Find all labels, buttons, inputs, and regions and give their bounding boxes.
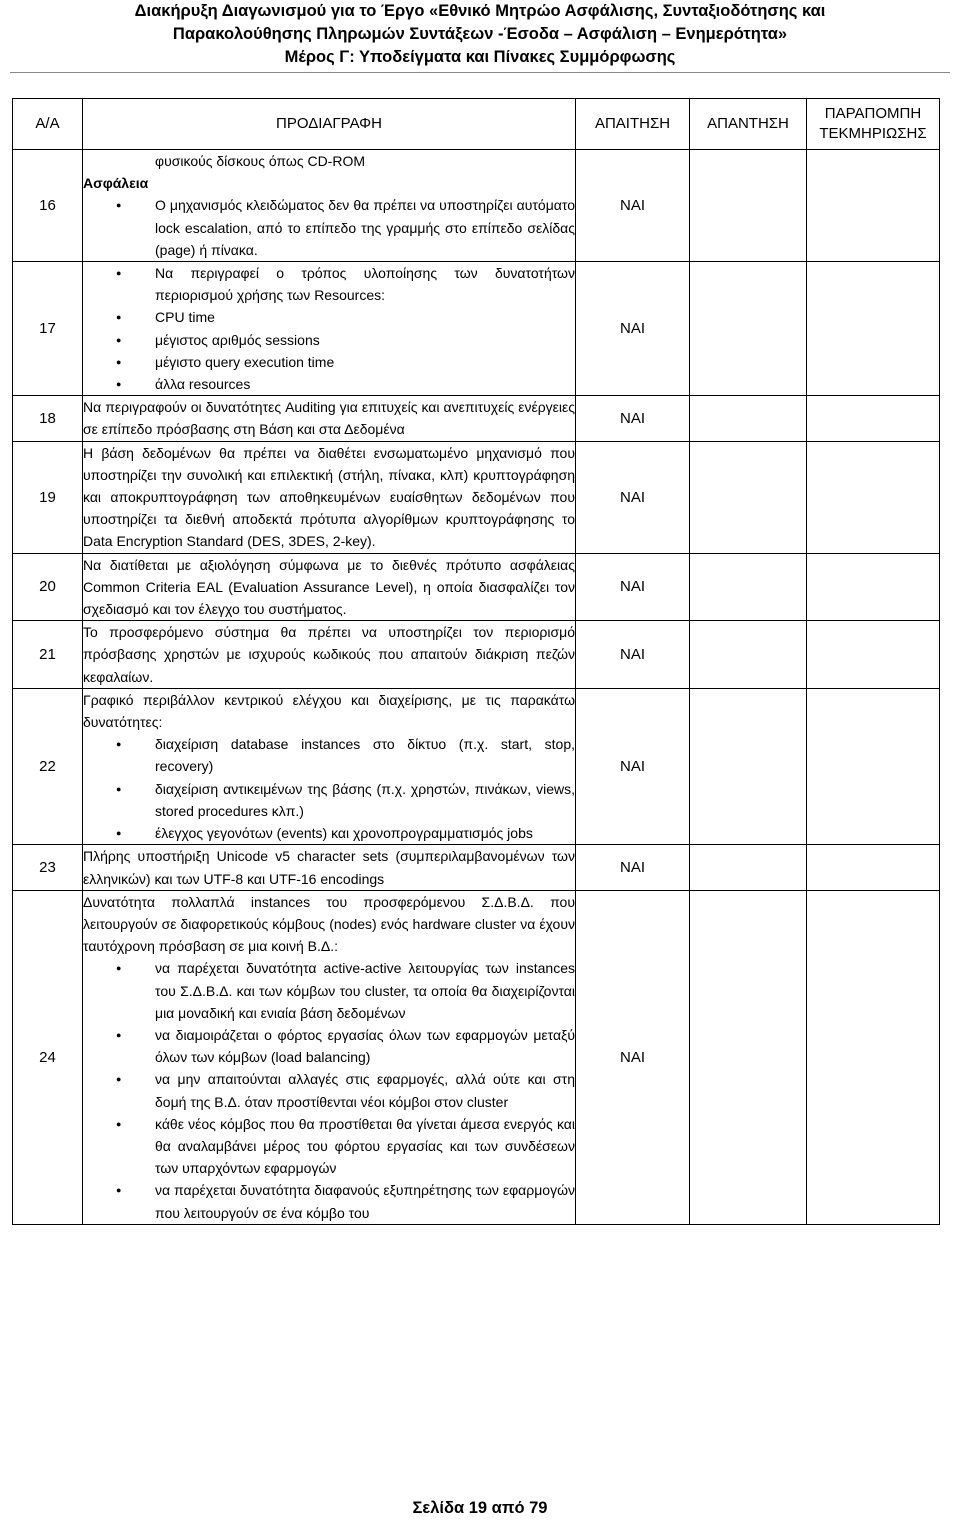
spec-text: φυσικούς δίσκους όπως CD-ROM bbox=[155, 153, 366, 169]
spec-text: Δυνατότητα πολλαπλά instances του προσφερόμενου Σ.Δ.Β.Δ. που λειτουργούν σε διαφορετικούς κόμβους (nodes) ενός hardware cluster να έχουν ταυτόχρονη πρόσβαση σε μια κοινή Β.Δ.: bbox=[83, 893, 575, 955]
column-header-aa: Α/Α bbox=[13, 99, 83, 150]
requirement-value: ΝΑΙ bbox=[576, 441, 690, 553]
table-row bbox=[13, 845, 940, 890]
answer-cell bbox=[690, 396, 807, 441]
row-number: 18 bbox=[13, 396, 83, 441]
spec-text: Το προσφερόμενο σύστημα θα πρέπει να υποστηρίζει τον περιορισμό πρόσβασης χρηστών με ισχυρούς κωδικούς που απαιτούν διάκριση πεζών κεφαλαίων. bbox=[83, 624, 575, 685]
list-item: ● Να περιγραφεί ο τρόπος υλοποίησης των δυνατοτήτων περιορισμού χρήσης των Resources: bbox=[83, 262, 575, 306]
reference-cell bbox=[807, 621, 940, 689]
spec-text: Η βάση δεδομένων θα πρέπει να διαθέτει ενσωματωμένο μηχανισμό που υποστηρίζει την συνολική και επιλεκτική (στήλη, πίνακα, κλπ) κρυπτογράφηση και αποκρυπτογράφηση των αποθηκευμένων ευαίσθητων δεδομένων που υποστηρίζει τα διεθνή αποδεκτά πρότυπα αλγορίθμων κρυπτογράφησης το Data Encryption Standard (DES, 3DES, 2-key). bbox=[83, 444, 575, 550]
requirement-value: ΝΑΙ bbox=[576, 845, 690, 890]
table-header-row bbox=[13, 99, 940, 150]
requirement-value: ΝΑΙ bbox=[576, 890, 690, 1224]
list-item: ● να παρέχεται δυνατότητα active-active λειτουργίας των instances του Σ.Δ.Β.Δ. και των κόμβων του cluster, τα οποία θα διαχειρίζονται μια μοναδική και ενιαία βάση δεδομένων bbox=[83, 957, 575, 1024]
reference-cell bbox=[807, 553, 940, 621]
row-number: 21 bbox=[13, 621, 83, 689]
column-header-spec: ΠΡΟΔΙΑΓΡΑΦΗ bbox=[83, 99, 576, 150]
spec-text: Γραφικό περιβάλλον κεντρικού ελέγχου και διαχείρισης, με τις παρακάτω δυνατότητες: bbox=[83, 691, 575, 731]
list-item: ● να μην απαιτούνται αλλαγές στις εφαρμογές, αλλά ούτε και στη δομή της Β.Δ. όταν προστίθενται νέοι κόμβοι στον cluster bbox=[83, 1068, 575, 1112]
list-item: ● μέγιστος αριθμός sessions bbox=[83, 329, 575, 351]
answer-cell bbox=[690, 688, 807, 844]
row-number: 22 bbox=[13, 688, 83, 844]
list-item: ● να διαμοιράζεται ο φόρτος εργασίας όλων των εφαρμογών μεταξύ όλων των κόμβων (load balancing) bbox=[83, 1024, 575, 1068]
bullet-list bbox=[83, 262, 575, 395]
answer-cell bbox=[690, 150, 807, 262]
requirement-value: ΝΑΙ bbox=[576, 262, 690, 396]
table-row bbox=[13, 396, 940, 441]
spec-cell bbox=[83, 441, 576, 553]
row-number: 23 bbox=[13, 845, 83, 890]
requirement-value: ΝΑΙ bbox=[576, 553, 690, 621]
list-item: ● διαχείριση αντικειμένων της βάσης (π.χ. χρηστών, πινάκων, views, stored procedures κλπ.) bbox=[83, 778, 575, 822]
spec-cell bbox=[83, 845, 576, 890]
document-header bbox=[0, 0, 960, 69]
spec-cell bbox=[83, 150, 576, 262]
list-item: ● CPU time bbox=[83, 306, 575, 328]
list-item: ● έλεγχος γεγονότων (events) και χρονοπρογραμματισμός jobs bbox=[83, 822, 575, 844]
row-number: 19 bbox=[13, 441, 83, 553]
column-header-reference: ΠΑΡΑΠΟΜΠΗ ΤΕΚΜΗΡΙΩΣΗΣ bbox=[807, 99, 940, 150]
spec-cell bbox=[83, 688, 576, 844]
spec-cell bbox=[83, 553, 576, 621]
header-title-line-3: Μέρος Γ: Υποδείγματα και Πίνακες Συμμόρφωσης bbox=[284, 48, 676, 66]
table-row bbox=[13, 621, 940, 689]
list-item: ● να παρέχεται δυνατότητα διαφανούς εξυπηρέτησης των εφαρμογών που λειτουργούν σε ένα κόμβο του bbox=[83, 1179, 575, 1223]
answer-cell bbox=[690, 441, 807, 553]
list-item: ● διαχείριση database instances στο δίκτυο (π.χ. start, stop, recovery) bbox=[83, 733, 575, 777]
header-title-line-2: Παρακολούθησης Πληρωμών Συντάξεων -Έσοδα – Ασφάλιση – Ενημερότητα» bbox=[172, 25, 788, 43]
reference-cell bbox=[807, 396, 940, 441]
header-title-line-1: Διακήρυξη Διαγωνισμού για το Έργο «Εθνικό Μητρώο Ασφάλισης, Συνταξιοδότησης και bbox=[134, 2, 826, 20]
answer-cell bbox=[690, 621, 807, 689]
reference-cell bbox=[807, 262, 940, 396]
reference-cell bbox=[807, 441, 940, 553]
answer-cell bbox=[690, 890, 807, 1224]
list-item: ● άλλα resources bbox=[83, 373, 575, 395]
row-number: 24 bbox=[13, 890, 83, 1224]
column-header-requirement: ΑΠΑΙΤΗΣΗ bbox=[576, 99, 690, 150]
list-item: ● μέγιστο query execution time bbox=[83, 351, 575, 373]
list-item: ● Ο μηχανισμός κλειδώματος δεν θα πρέπει να υποστηρίζει αυτόματο lock escalation, από το επίπεδο της γραμμής στο επίπεδο σελίδας (page) ή πίνακα. bbox=[83, 194, 575, 261]
bullet-list bbox=[83, 194, 575, 261]
answer-cell bbox=[690, 845, 807, 890]
section-heading: Ασφάλεια bbox=[83, 175, 149, 192]
requirement-value: ΝΑΙ bbox=[576, 621, 690, 689]
bullet-list bbox=[83, 733, 575, 844]
bullet-list bbox=[83, 957, 575, 1223]
spec-cell bbox=[83, 262, 576, 396]
answer-cell bbox=[690, 262, 807, 396]
row-number: 20 bbox=[13, 553, 83, 621]
table-row bbox=[13, 890, 940, 1224]
spec-text: Πλήρης υποστήριξη Unicode v5 character sets (συμπεριλαμβανομένων των ελληνικών) και των UTF-8 και UTF-16 encodings bbox=[83, 848, 575, 887]
column-header-answer: ΑΠΑΝΤΗΣΗ bbox=[690, 99, 807, 150]
table-row bbox=[13, 441, 940, 553]
answer-cell bbox=[690, 553, 807, 621]
spec-cell bbox=[83, 621, 576, 689]
compliance-table bbox=[12, 98, 940, 1225]
reference-cell bbox=[807, 845, 940, 890]
spec-cell bbox=[83, 890, 576, 1224]
requirement-value: ΝΑΙ bbox=[576, 396, 690, 441]
table-row bbox=[13, 688, 940, 844]
header-divider bbox=[10, 72, 950, 73]
requirement-value: ΝΑΙ bbox=[576, 150, 690, 262]
reference-cell bbox=[807, 688, 940, 844]
table-row bbox=[13, 262, 940, 396]
spec-cell bbox=[83, 396, 576, 441]
row-number: 17 bbox=[13, 262, 83, 396]
table-row bbox=[13, 150, 940, 262]
spec-text: Να διατίθεται με αξιολόγηση σύμφωνα με το διεθνές πρότυπο ασφάλειας Common Criteria EAL (Evaluation Assurance Level), η οποία διασφαλίζει τον σχεδιασμό και τον έλεγχο του συστήματος. bbox=[83, 556, 575, 618]
page-number: Σελίδα 19 από 79 bbox=[412, 1499, 548, 1517]
reference-cell bbox=[807, 890, 940, 1224]
requirement-value: ΝΑΙ bbox=[576, 688, 690, 844]
list-item: ● κάθε νέος κόμβος που θα προστίθεται θα γίνεται άμεσα ενεργός και θα αναλαμβάνει μέρος του φόρτου εργασίας και των συνδέσεων των υπαρχόντων εφαρμογών bbox=[83, 1113, 575, 1180]
table-row bbox=[13, 553, 940, 621]
spec-text: Να περιγραφούν οι δυνατότητες Auditing για επιτυχείς και ανεπιτυχείς ενέργειες σε επίπεδο πρόσβασης στη Βάση και στα Δεδομένα bbox=[83, 399, 575, 438]
row-number: 16 bbox=[13, 150, 83, 262]
reference-cell bbox=[807, 150, 940, 262]
